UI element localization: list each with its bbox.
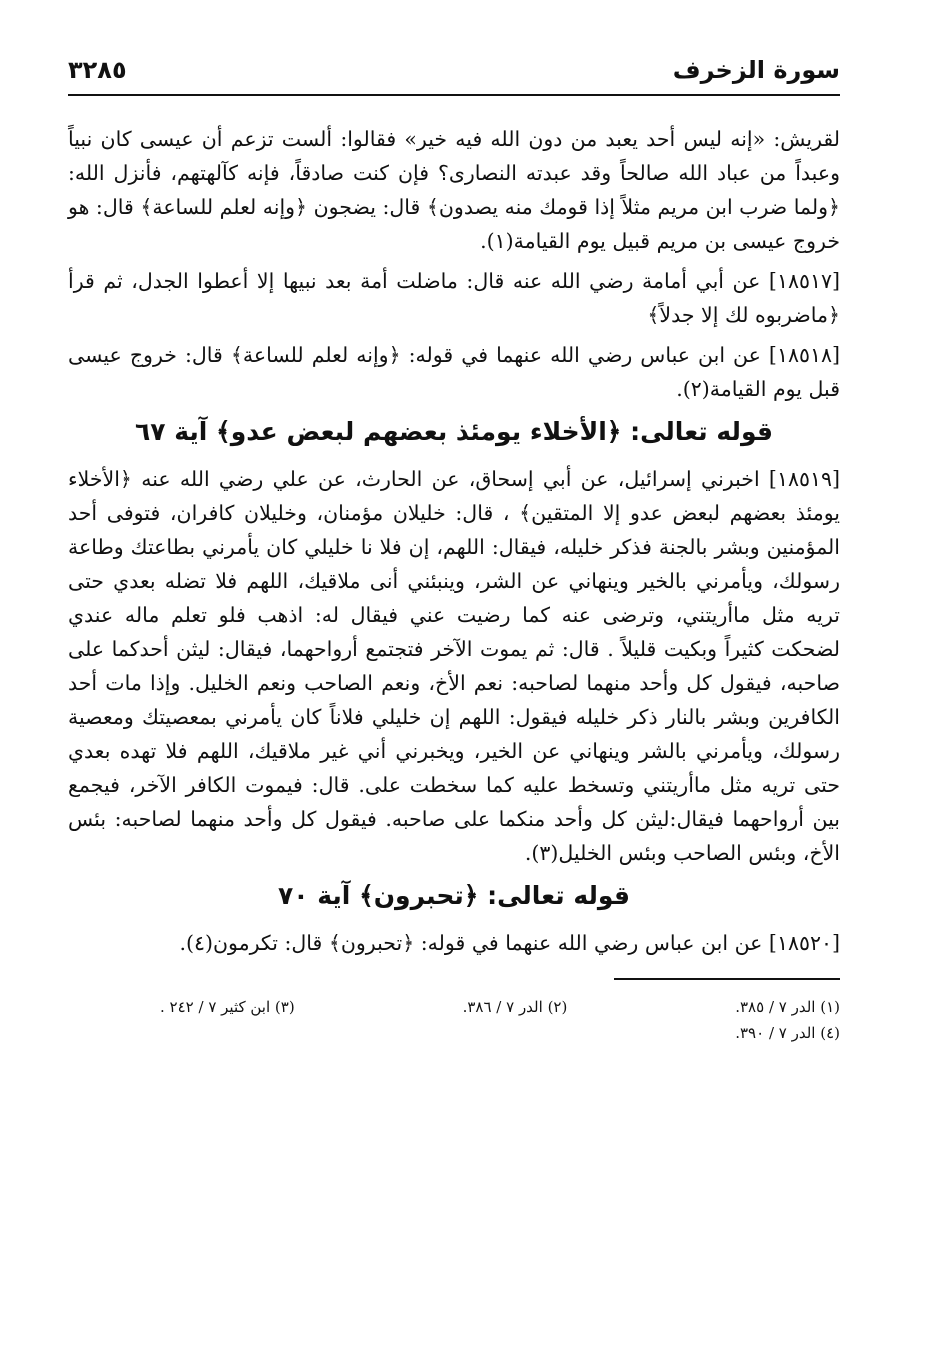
footnote-row	[160, 1020, 840, 1046]
section-heading-verse-67: قوله تعالى: ﴿الأخلاء يومئذ بعضهم لبعض عدو﴾ آية ٦٧	[135, 417, 773, 446]
document-page	[68, 50, 840, 1340]
footnote-4: (٤) الدر ٧ / ٣٩٠.	[735, 1024, 840, 1042]
footnote-1: (١) الدر ٧ / ٣٨٥.	[735, 998, 840, 1016]
footnote-divider	[614, 978, 840, 980]
section-heading-verse-70: قوله تعالى: ﴿تحبرون﴾ آية ٧٠	[278, 881, 630, 910]
surah-title: سورة الزخرف	[672, 56, 840, 84]
paragraph-18520: [١٨٥٢٠] عن ابن عباس رضي الله عنهما في قوله: ﴿تحبرون﴾ قال: تكرمون(٤).	[179, 931, 840, 955]
footnotes	[68, 994, 840, 1046]
paragraph-18519: [١٨٥١٩] اخبرني إسرائيل، عن أبي إسحاق، عن الحارث، عن علي رضي الله عنه ﴿الأخلاء يومئذ بعضهم لبعض عدو إلا المتقين﴾ ، قال: خليلان مؤمنان، وخليلان كافران، فتوفى أحد المؤمنين وبشر بالجنة فذكر خليله، فيقال: اللهم، إن فلا نا خليلي كان يأمرني بطاعتك وطاعة رسولك، ويأمرني بالخير وينهاني عن الشر، وينبئني أنى ملاقيك، اللهم فلا تضله بعدي حتى تريه مثل ماأريتني، وترضى عنه كما رضيت عني فيقال له: اذهب فلو تعلم ماله عندي لضحكت كثيراً وبكيت قليلاً . قال: ثم يموت الآخر فتجتمع أرواحهما، فيقال: ليثن أحدكما على صاحبه، فيقول كل وأحد منهما لصاحبه: نعم الأخ، ونعم الصاحب ونعم الخليل. وإذا مات أحد الكافرين وبشر بالنار ذكر خليله فيقول: اللهم إن خليلي فلاناً كان يأمرني بمعصيتك ومعصية رسولك، ويأمرني بالشر وينهاني عن الخير، ويخبرني أني غير ملاقيك، اللهم فلا تهده بعدي حتى تريه مثل ماأريتني وتسخط عليه كما سخطت على. قال: فيموت الكافر الآخر، فيجمع بين أرواحهما فيقال:ليثن كل وأحد منكما على صاحبه. فيقول كل وأحد منهما لصاحبه: بئس الأخ، وبئس الصاحب وبئس الخليل(٣).	[68, 467, 840, 865]
paragraph-18517: [١٨٥١٧] عن أبي أمامة رضي الله عنه قال: ماضلت أمة بعد نبيها إلا أعطوا الجدل، ثم قرأ ﴿ماضربوه لك إلا جدلاً﴾	[68, 269, 840, 327]
paragraph-1: لقريش: «إنه ليس أحد يعبد من دون الله فيه خير» فقالوا: ألست تزعم أن عيسى كان نبياً وعبداً من عباد الله صالحاً وقد عبدته النصارى؟ فإن كنت صادقاً، فإنه كآلهتهم، فأنزل الله: ﴿ولما ضرب ابن مريم مثلاً إذا قومك منه يصدون﴾ قال: يضجون ﴿وإنه لعلم للساعة﴾ قال: هو خروج عيسى بن مريم قبيل يوم القيامة(١).	[68, 127, 840, 253]
paragraph-18518: [١٨٥١٨] عن ابن عباس رضي الله عنهما في قوله: ﴿وإنه لعلم للساعة﴾ قال: خروج عيسى قبل يوم القيامة(٢).	[68, 343, 840, 401]
footnote-3: (٣) ابن كثير ٧ / ٢٤٢ .	[160, 998, 295, 1016]
footnote-2: (٢) الدر ٧ / ٣٨٦.	[462, 998, 568, 1016]
page-header	[68, 50, 840, 96]
main-text	[68, 122, 840, 960]
footnote-row	[160, 994, 840, 1020]
page-number: ٣٢٨٥	[68, 56, 127, 84]
